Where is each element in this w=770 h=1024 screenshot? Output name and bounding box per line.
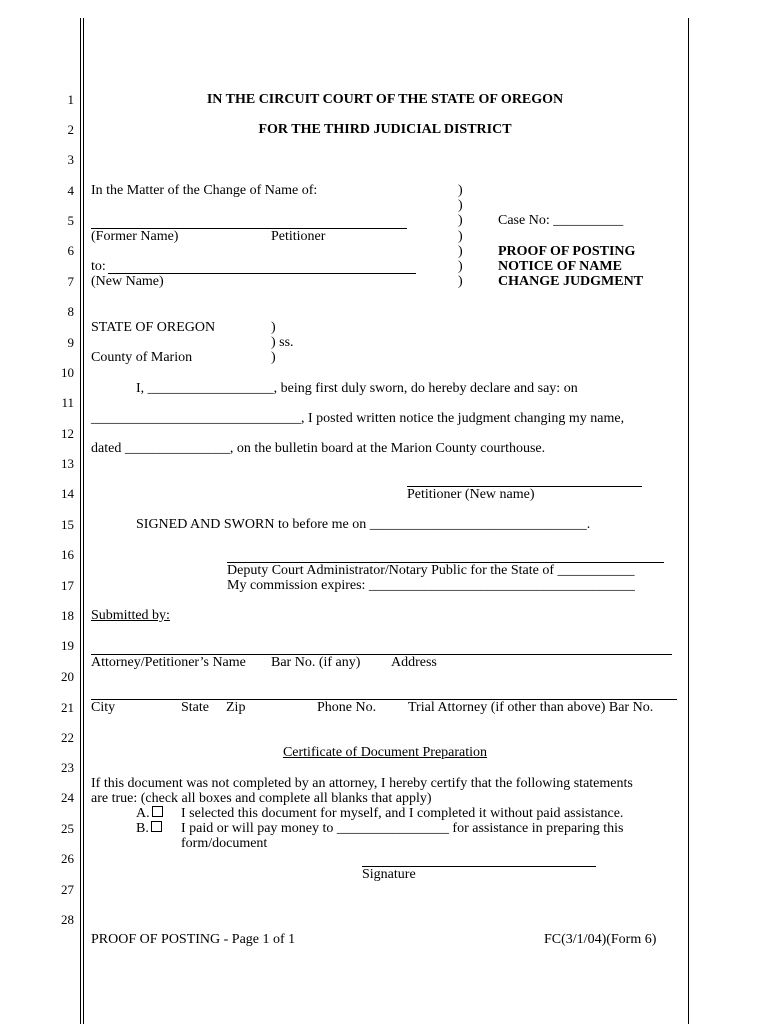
line-number: 11: [61, 395, 74, 410]
line-number: 19: [61, 638, 74, 653]
petitioner-signature-label: Petitioner (New name): [407, 487, 535, 502]
line-number: 7: [67, 274, 74, 289]
option-a-letter: A.: [136, 806, 150, 821]
line-number: 25: [61, 821, 74, 836]
line-number: 5: [67, 213, 74, 228]
matter-label: In the Matter of the Change of Name of:: [91, 183, 318, 198]
bar-number-label: Bar No. (if any): [271, 655, 361, 670]
line-number: 12: [61, 426, 74, 441]
option-b-checkbox[interactable]: [151, 821, 162, 832]
venue-state: STATE OF OREGON: [91, 320, 216, 335]
option-a-checkbox[interactable]: [152, 806, 163, 817]
paren: ): [458, 274, 463, 289]
commission-expires-field[interactable]: My commission expires: ______________________________________: [227, 578, 635, 593]
document-title-line-2: NOTICE OF NAME: [498, 259, 622, 274]
paren: ): [458, 213, 463, 228]
court-heading: IN THE CIRCUIT COURT OF THE STATE OF OREGON: [206, 92, 564, 107]
line-number: 4: [67, 183, 74, 198]
signed-sworn-statement[interactable]: SIGNED AND SWORN to before me on _______________________________.: [136, 517, 591, 532]
trial-attorney-label: Trial Attorney (if other than above) Bar No.: [408, 700, 654, 715]
notary-label[interactable]: Deputy Court Administrator/Notary Public for the State of ___________: [227, 563, 635, 578]
paren: ): [458, 198, 463, 213]
document-title-line-3: CHANGE JUDGMENT: [498, 274, 644, 289]
petitioner-label: Petitioner: [271, 229, 326, 244]
line-number: 13: [61, 456, 74, 471]
district-heading: FOR THE THIRD JUDICIAL DISTRICT: [258, 122, 512, 137]
line-number: 27: [61, 882, 74, 897]
line-number: 3: [67, 152, 74, 167]
certificate-text-2: are true: (check all boxes and complete all blanks that apply): [91, 791, 432, 806]
state-label: State: [181, 700, 209, 715]
declarant-statement[interactable]: I, __________________, being first duly sworn, do hereby declare and say: on: [136, 381, 578, 396]
option-b-label: [136, 821, 162, 837]
certificate-text-1: If this document was not completed by an attorney, I hereby certify that the following statements: [91, 776, 633, 791]
new-name-label: (New Name): [91, 274, 164, 289]
line-number: 9: [67, 335, 74, 350]
option-a-text: I selected this document for myself, and I completed it without paid assistance.: [181, 806, 624, 821]
phone-label: Phone No.: [317, 700, 377, 715]
right-margin-rule: [688, 18, 689, 1024]
document-title-line-1: PROOF OF POSTING: [498, 244, 636, 259]
zip-label: Zip: [226, 700, 246, 715]
left-margin-rule-2: [83, 18, 84, 1024]
venue-ss: ) ss.: [271, 335, 294, 350]
line-number: 16: [61, 547, 74, 562]
line-number: 1: [67, 92, 74, 107]
line-number: 21: [61, 700, 74, 715]
left-margin-rule-1: [80, 18, 81, 1024]
line-number: 17: [61, 578, 74, 593]
paren: ): [458, 244, 463, 259]
option-b-text[interactable]: I paid or will pay money to ________________ for assistance in preparing this: [181, 821, 624, 836]
line-number: 26: [61, 851, 74, 866]
paren: ): [271, 350, 276, 365]
attorney-name-label: Attorney/Petitioner’s Name: [91, 655, 246, 670]
paren: ): [458, 183, 463, 198]
line-number: 14: [61, 486, 74, 501]
option-a-label: [136, 806, 163, 822]
case-number-field[interactable]: Case No: __________: [498, 213, 624, 228]
submitted-by-label: Submitted by:: [91, 608, 170, 623]
paren: ): [458, 259, 463, 274]
line-number: 22: [61, 730, 74, 745]
to-label: to:: [91, 259, 106, 274]
certificate-title: Certificate of Document Preparation: [282, 745, 488, 760]
paren: ): [271, 320, 276, 335]
line-number: 2: [67, 122, 74, 137]
city-label: City: [91, 700, 116, 715]
line-number: 18: [61, 608, 74, 623]
venue-county: County of Marion: [91, 350, 193, 365]
line-number: 15: [61, 517, 74, 532]
former-name-label: (Former Name): [91, 229, 179, 244]
signature-label: Signature: [362, 867, 416, 882]
option-b-text-cont: form/document: [181, 836, 268, 851]
line-number: 6: [67, 243, 74, 258]
footer-page-label: PROOF OF POSTING - Page 1 of 1: [91, 932, 296, 947]
line-number: 10: [61, 365, 74, 380]
posting-date-statement[interactable]: ______________________________, I posted written notice the judgment changing my name,: [91, 411, 625, 426]
line-number: 20: [61, 669, 74, 684]
address-label: Address: [391, 655, 437, 670]
line-number: 23: [61, 760, 74, 775]
judgment-date-statement[interactable]: dated _______________, on the bulletin board at the Marion County courthouse.: [91, 441, 546, 456]
line-number: 8: [67, 304, 74, 319]
footer-form-code: FC(3/1/04)(Form 6): [544, 932, 657, 947]
paren: ): [458, 229, 463, 244]
option-b-letter: B.: [136, 821, 149, 836]
line-number: 24: [61, 790, 74, 805]
line-number: 28: [61, 912, 74, 927]
